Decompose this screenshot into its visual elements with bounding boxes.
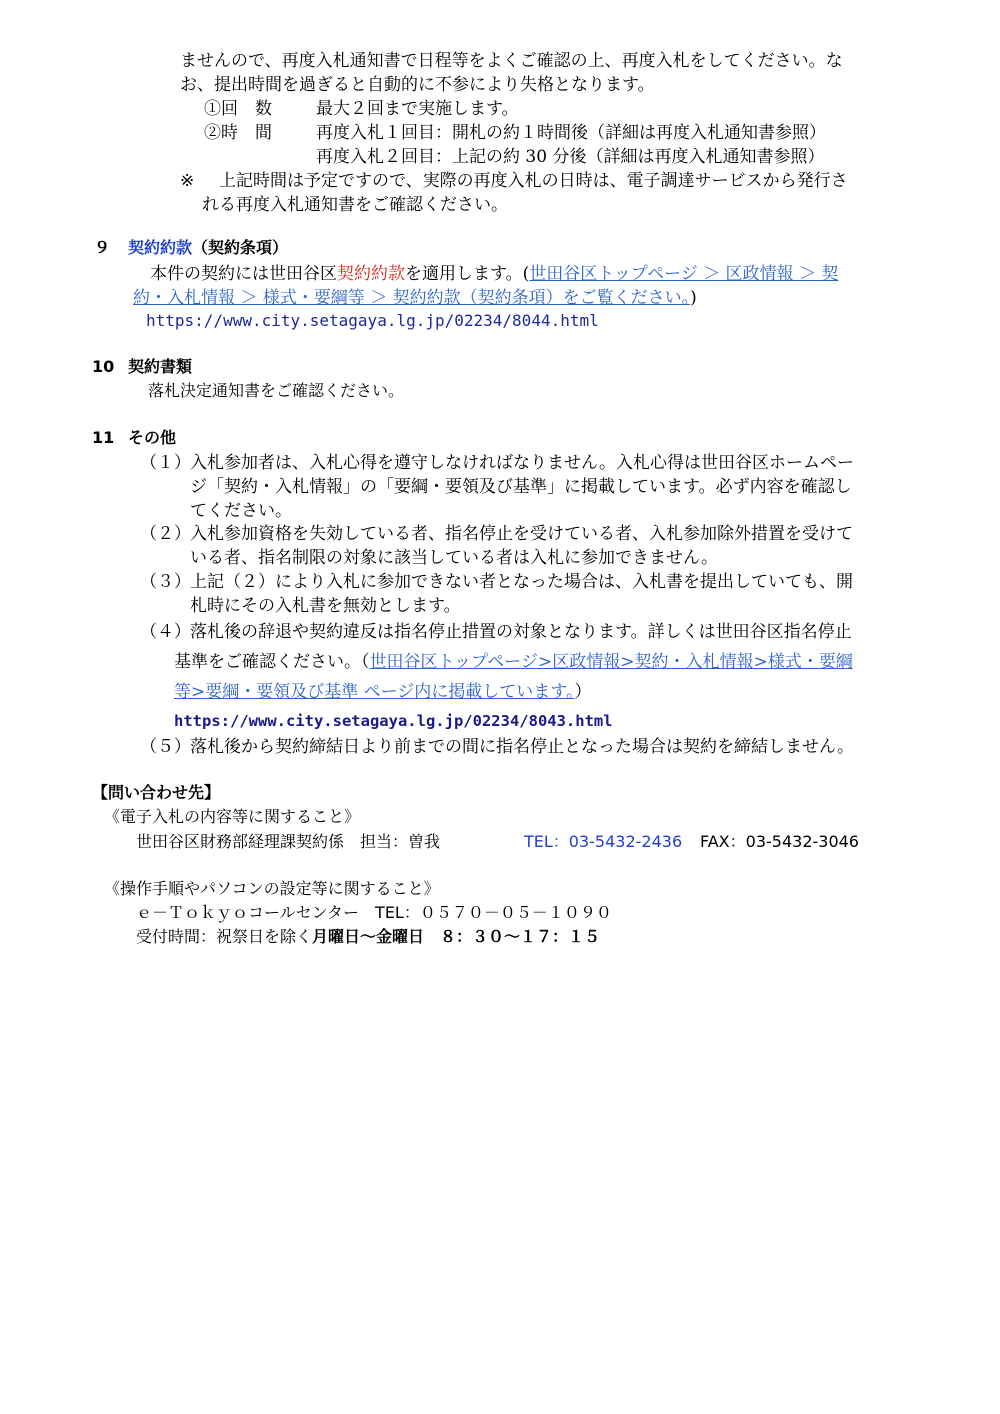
item-3-number: （３）: [140, 572, 191, 592]
contract-clause-url[interactable]: https://www.city.setagaya.lg.jp/02234/8044.html: [146, 311, 599, 330]
item-1-number: （１）: [140, 453, 191, 473]
section-9-body: [150, 262, 838, 286]
item-2-number: （２）: [140, 524, 191, 544]
section-10-number: 10: [92, 357, 115, 376]
section-9-number: ９: [94, 238, 111, 257]
contact-subheading: 《操作手順やパソコンの設定等に関すること》: [104, 879, 440, 898]
item-5-number: （５）: [140, 737, 191, 757]
close-paren: ）: [574, 682, 592, 702]
section-11-title: その他: [128, 428, 177, 447]
item-3-line: 上記（２）により入札に参加できない者となった場合は、入札書を提出していても、開: [190, 572, 853, 592]
contract-clause-link[interactable]: 約・入札情報 ＞ 様式・要綱等 ＞ 契約約款（契約条項）をご覧ください。: [133, 288, 691, 308]
suspension-standard-link[interactable]: 等>要綱・要領及び基準 ページ内に掲載しています。: [174, 682, 575, 702]
note-line: 上記時間は予定ですので、実際の再度入札の日時は、電子調達サービスから発行さ: [219, 171, 848, 191]
hours-value: 月曜日～金曜日 ８：３０～１７：１５: [312, 927, 601, 946]
section-9-heading: [128, 236, 288, 260]
body-text: 本件の契約には世田谷区: [150, 264, 337, 284]
contact-fax: FAX：03-5432-3046: [700, 832, 859, 851]
section-9-body-cont: [133, 286, 697, 310]
section-10-title: 契約書類: [128, 357, 193, 376]
item-4-line: 落札後の辞退や契約違反は指名停止措置の対象となります。詳しくは世田谷区指名停止: [190, 622, 852, 642]
call-center: ｅ－Ｔｏｋｙｏコールセンター TEL：０５７０－０５－１０９０: [136, 903, 612, 922]
item-4-line: [174, 680, 591, 704]
count-label: ①回 数: [204, 99, 272, 119]
note-line: れる再度入札通知書をご確認ください。: [202, 195, 508, 215]
note-mark: ※: [180, 171, 195, 191]
time-value: 再度入札２回目：上記の約 30 分後（詳細は再度入札通知書参照）: [316, 147, 825, 167]
close-paren: ): [690, 288, 697, 308]
contact-heading: 【問い合わせ先】: [92, 783, 221, 802]
suspension-standard-link[interactable]: 世田谷区トップページ>区政情報>契約・入札情報>様式・要綱: [369, 652, 853, 672]
body-text: 基準をご確認ください。（: [174, 652, 370, 672]
item-1-line: 入札参加者は、入札心得を遵守しなければなりません。入札心得は世田谷区ホームペー: [190, 453, 855, 473]
section-11-number: 11: [92, 428, 115, 447]
contact-tel: TEL：03-5432-2436: [524, 832, 683, 851]
body-text: を適用します。(: [405, 264, 530, 284]
item-2-line: いる者、指名制限の対象に該当している者は入札に参加できません。: [190, 548, 719, 568]
paragraph-line: ませんので、再度入札通知書で日程等をよくご確認の上、再度入札をしてください。な: [180, 51, 843, 71]
paragraph-line: お、提出時間を過ぎると自動的に不参により失格となります。: [180, 75, 655, 95]
contract-clause-link[interactable]: 世田谷区トップページ ＞ 区政情報 ＞ 契: [529, 264, 839, 284]
contract-clause-text: 契約約款: [337, 264, 405, 284]
item-2-line: 入札参加資格を失効している者、指名停止を受けている者、入札参加除外措置を受けて: [190, 524, 853, 544]
time-label: ②時 間: [204, 123, 272, 143]
item-4-line: [174, 650, 853, 674]
hours-label: 受付時間：祝祭日を除く: [136, 927, 313, 946]
item-1-line: ジ「契約・入札情報」の「要綱・要領及び基準」に掲載しています。必ず内容を確認し: [190, 477, 852, 497]
item-3-line: 札時にその入札書を無効とします。: [190, 596, 461, 616]
item-5-line: 落札後から契約締結日より前までの間に指名停止となった場合は契約を締結しません。: [190, 737, 855, 757]
section-9-title-suffix: （契約条項）: [192, 238, 289, 257]
item-4-number: （４）: [140, 622, 191, 642]
contact-subheading: 《電子入札の内容等に関すること》: [104, 807, 361, 826]
contact-department: 世田谷区財務部経理課契約係 担当：曽我: [136, 832, 441, 851]
section-10-body: 落札決定通知書をご確認ください。: [148, 381, 405, 400]
time-value: 再度入札１回目：開札の約１時間後（詳細は再度入札通知書参照）: [316, 123, 826, 143]
suspension-standard-url[interactable]: https://www.city.setagaya.lg.jp/02234/8043.html: [174, 712, 613, 730]
reception-hours: [136, 925, 600, 949]
count-value: 最大２回まで実施します。: [316, 99, 519, 119]
item-1-line: てください。: [190, 501, 292, 521]
section-9-title: 契約約款: [128, 238, 193, 257]
